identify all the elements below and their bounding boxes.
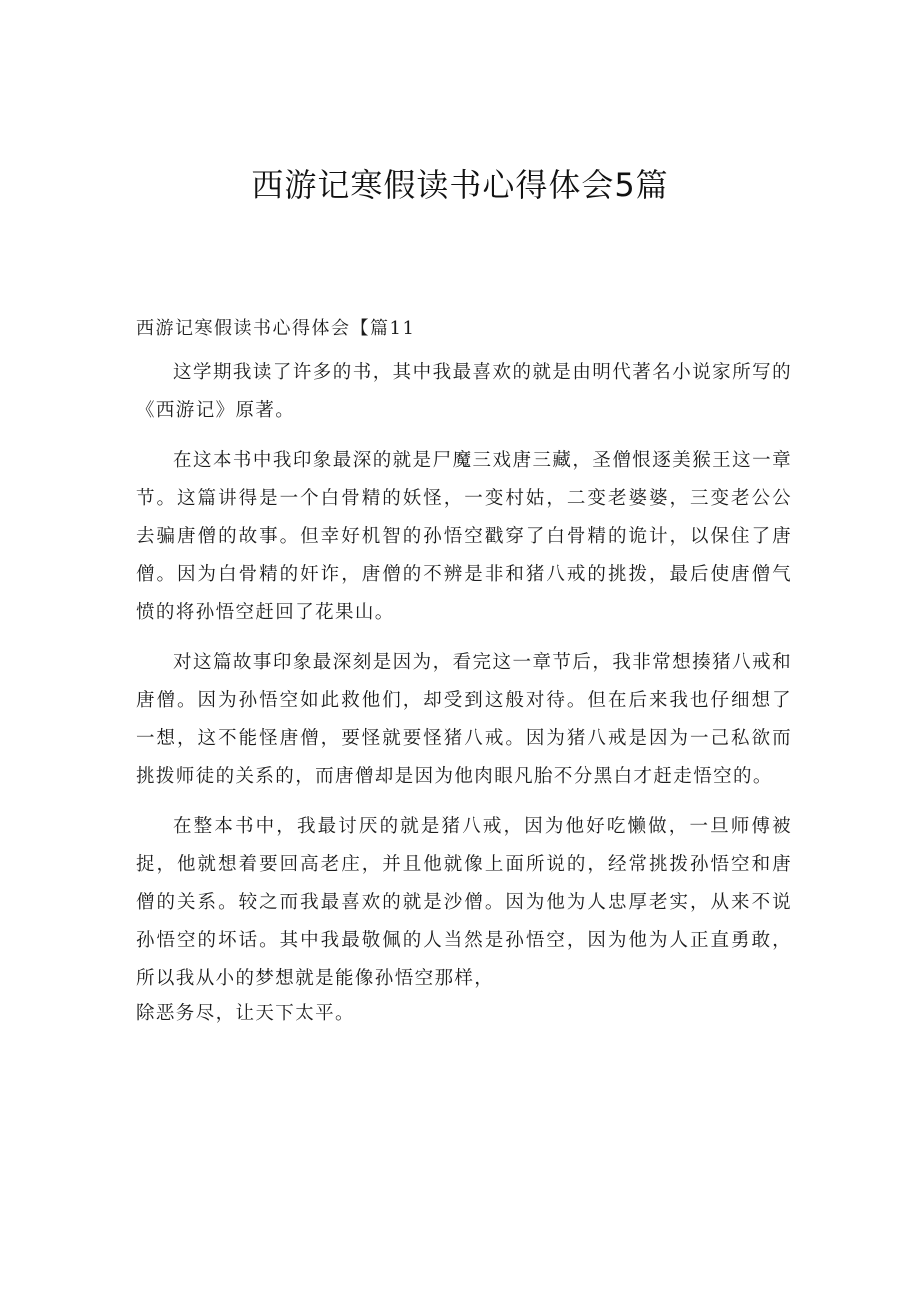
paragraph-2: 在这本书中我印象最深的就是尸魔三戏唐三藏，圣僧恨逐美猴王这一章节。这篇讲得是一个白骨精的妖怪，一变村姑，二变老婆婆，三变老公公去骗唐僧的故事。但幸好机智的孙悟空戳穿了白骨精的诡计，以保住了唐僧。因为白骨精的奸诈，唐僧的不辨是非和猪八戒的挑拨，最后使唐僧气愤的将孙悟空赶回了花果山。 <box>136 450 792 623</box>
paragraph-4: 在整本书中，我最讨厌的就是猪八戒，因为他好吃懒做，一旦师傅被捉，他就想着要回高老庄，并且他就像上面所说的，经常挑拨孙悟空和唐僧的关系。较之而我最喜欢的就是沙僧。因为他为人忠厚老实，从来不说孙悟空的坏话。其中我最敬佩的人当然是孙悟空，因为他为人正直勇敢，所以我从小的梦想就是能像孙悟空那样， <box>136 816 792 989</box>
paragraph-3: 对这篇故事印象最深刻是因为，看完这一章节后，我非常想揍猪八戒和唐僧。因为孙悟空如此救他们，却受到这般对待。但在后来我也仔细想了一想，这不能怪唐僧，要怪就要怪猪八戒。因为猪八戒是因为一己私欲而挑拨师徒的关系的，而唐僧却是因为他肉眼凡胎不分黑白才赶走悟空的。 <box>136 652 792 787</box>
document-body <box>136 354 792 1030</box>
section-heading: 西游记寒假读书心得体会【篇11 <box>136 318 416 339</box>
document-title: 西游记寒假读书心得体会5篇 <box>251 166 669 204</box>
closing-line: 除恶务尽，让天下太平。 <box>136 1003 355 1024</box>
paragraph-1: 这学期我读了许多的书，其中我最喜欢的就是由明代著名小说家所写的《西游记》原著。 <box>136 362 792 421</box>
